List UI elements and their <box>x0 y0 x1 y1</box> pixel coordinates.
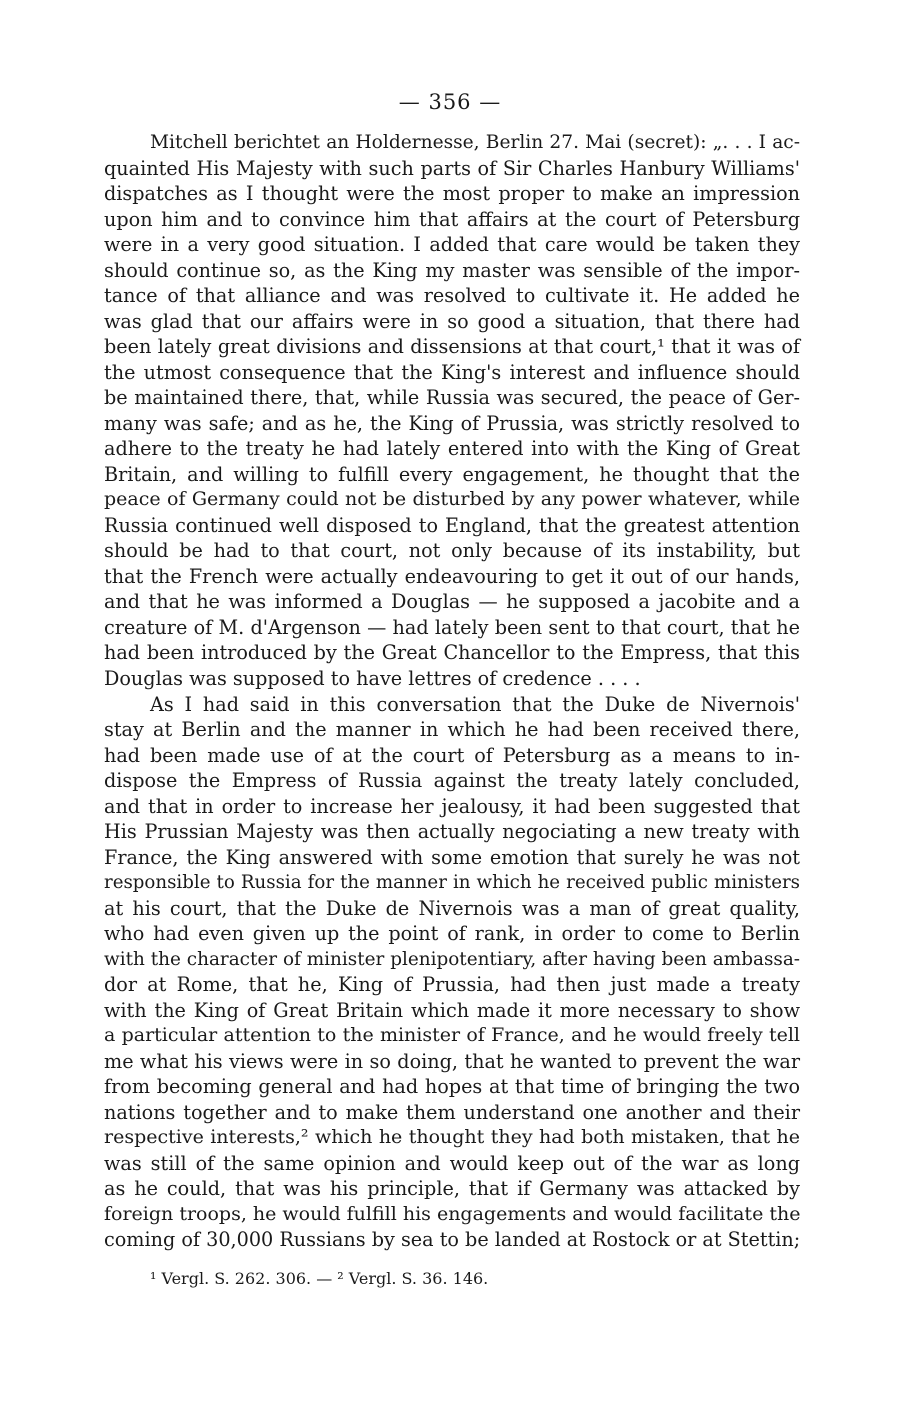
text-line: Britain, and willing to fulfill every engagement, he thought that the <box>104 463 800 486</box>
text-line: many was safe; and as he, the King of Prussia, was strictly resolved to <box>104 412 800 435</box>
text-line: with the character of minister plenipotentiary, after having been ambassa- <box>104 949 800 970</box>
text-line: dor at Rome, that he, King of Prussia, had then just made a treaty <box>104 973 800 996</box>
text-line: that the French were actually endeavouring to get it out of our hands, <box>104 565 800 588</box>
text-line: me what his views were in so doing, that he wanted to prevent the war <box>104 1050 800 1073</box>
text-line: with the King of Great Britain which made it more necessary to show <box>104 999 800 1022</box>
text-line: at his court, that the Duke de Nivernois was a man of great quality, <box>104 897 800 920</box>
text-line: As I had said in this conversation that the Duke de Nivernois' <box>150 693 800 716</box>
text-line: quainted His Majesty with such parts of Sir Charles Hanbury Williams' <box>104 157 800 180</box>
text-line: creature of M. d'Argenson — had lately been sent to that court, that he <box>104 616 800 639</box>
text-line: had been made use of at the court of Petersburg as a means to in- <box>104 744 800 767</box>
text-line: Russia continued well disposed to England, that the greatest attention <box>104 514 800 537</box>
text-line: His Prussian Majesty was then actually negociating a new treaty with <box>104 820 800 843</box>
text-line: were in a very good situation. I added that care would be taken they <box>104 233 800 256</box>
text-line: responsible to Russia for the manner in which he received public ministers <box>104 872 800 893</box>
text-line: was still of the same opinion and would keep out of the war as long <box>104 1152 800 1175</box>
text-line: the utmost consequence that the King's interest and influence should <box>104 361 800 384</box>
text-line: had been introduced by the Great Chancellor to the Empress, that this <box>104 641 800 664</box>
text-line: should continue so, as the King my master was sensible of the impor- <box>104 259 800 282</box>
text-line: should be had to that court, not only because of its instability, but <box>104 539 800 562</box>
text-line: peace of Germany could not be disturbed by any power whatever, while <box>104 488 800 510</box>
text-line: and that in order to increase her jealousy, it had been suggested that <box>104 795 800 818</box>
text-line: respective interests,² which he thought they had both mistaken, that he <box>104 1126 800 1148</box>
text-line: foreign troops, he would fulfill his engagements and would facilitate the <box>104 1203 801 1225</box>
text-line: Mitchell berichtet an Holdernesse, Berlin 27. Mai (secret): „. . . I ac- <box>150 132 800 153</box>
text-line: tance of that alliance and was resolved to cultivate it. He added he <box>104 284 800 307</box>
text-line: was glad that our affairs were in so good a situation, that there had <box>104 310 800 333</box>
text-line: coming of 30,000 Russians by sea to be landed at Rostock or at Stettin; <box>104 1228 801 1251</box>
text-line: be maintained there, that, while Russia was secured, the peace of Ger- <box>104 386 800 409</box>
text-line: been lately great divisions and dissensions at that court,¹ that it was of <box>104 335 800 358</box>
text-line: stay at Berlin and the manner in which he had been received there, <box>104 718 800 741</box>
text-line: adhere to the treaty he had lately entered into with the King of Great <box>104 437 800 460</box>
page-number: — 356 — <box>398 90 502 114</box>
text-line: who had even given up the point of rank, in order to come to Berlin <box>104 922 800 945</box>
text-line: France, the King answered with some emotion that surely he was not <box>104 846 800 869</box>
text-line: upon him and to convince him that affairs at the court of Petersburg <box>104 208 800 231</box>
text-line: Douglas was supposed to have lettres of credence . . . . <box>104 667 641 690</box>
text-line: a particular attention to the minister of France, and he would freely tell <box>104 1024 800 1046</box>
text-line: as he could, that was his principle, that if Germany was attacked by <box>104 1177 800 1200</box>
text-line: and that he was informed a Douglas — he supposed a jacobite and a <box>104 590 800 613</box>
text-line: dispose the Empress of Russia against the treaty lately concluded, <box>104 769 800 792</box>
text-line: from becoming general and had hopes at that time of bringing the two <box>104 1075 800 1098</box>
text-line: nations together and to make them understand one another and their <box>104 1101 800 1124</box>
text-line: dispatches as I thought were the most proper to make an impression <box>104 182 800 205</box>
footnotes: ¹ Vergl. S. 262. 306. — ² Vergl. S. 36. 146. <box>150 1269 489 1288</box>
